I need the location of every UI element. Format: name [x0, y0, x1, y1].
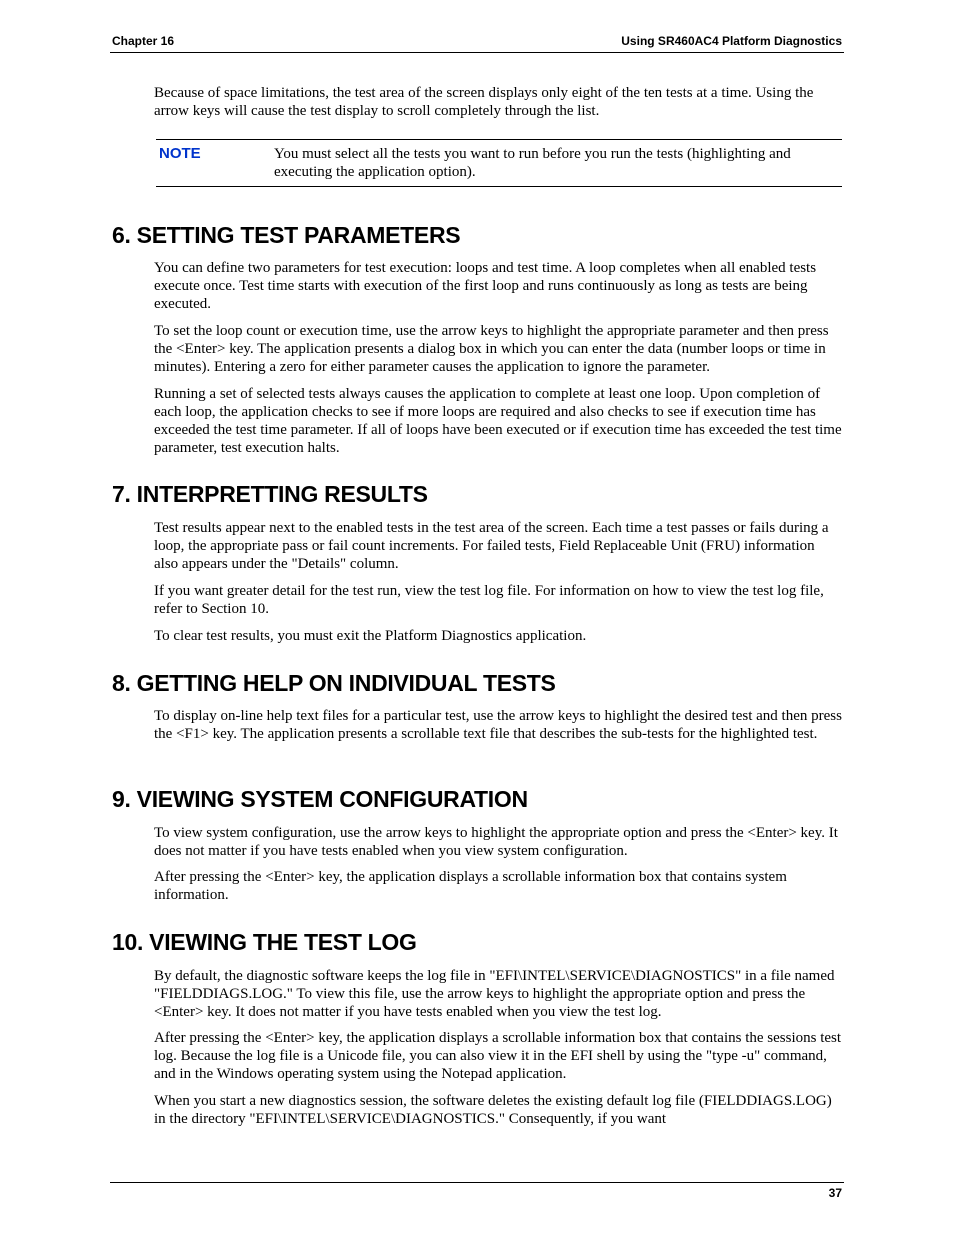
section-heading: 9. VIEWING SYSTEM CONFIGURATION — [112, 786, 528, 812]
header-chapter: Chapter 16 — [112, 34, 175, 48]
running-header — [110, 34, 844, 52]
paragraph: If you want greater detail for the test run, view the test log file. For information on how to view the test log file, refer to Section 10. — [154, 583, 824, 617]
paragraph: To display on-line help text files for a particular test, use the arrow keys to highlight the desired test and then press the <F1> key. The application presents a scrollable text file that describes the sub-tests for the highlighted test. — [154, 708, 842, 742]
paragraph: Running a set of selected tests always causes the application to complete at least one loop. Upon completion of each loop, the application checks to see if more loops are required and also checks to see if execution time has exceeded the test time parameter. If all of loops have been executed or if execution time has exceeded the test time parameter, test execution halts. — [154, 386, 842, 456]
paragraph: To set the loop count or execution time, use the arrow keys to highlight the appropriate parameter and then press the <Enter> key. The application presents a dialog box in which you can enter the data (number loops or time in minutes). Entering a zero for either parameter causes the application to ignore the parameter. — [154, 323, 829, 375]
header-rule — [110, 52, 844, 53]
paragraph: To view system configuration, use the arrow keys to highlight the appropriate option and press the <Enter> key. It does not matter if you have tests enabled when you view system configuration. — [154, 825, 838, 859]
paragraph: You can define two parameters for test execution: loops and test time. A loop completes when all enabled tests execute once. Test time starts with execution of the first loop and runs continuously as long as tests are being executed. — [154, 260, 817, 312]
section-heading: 10. VIEWING THE TEST LOG — [112, 929, 417, 955]
section-heading: 8. GETTING HELP ON INDIVIDUAL TESTS — [112, 670, 556, 696]
footer-rule — [110, 1182, 844, 1183]
paragraph: After pressing the <Enter> key, the application displays a scrollable information box that contains the sessions test log. Because the log file is a Unicode file, you can also view it in the EFI shell by using the "type -u" command, and in the Windows operating system using the Notepad application. — [154, 1030, 842, 1082]
intro-paragraph: Because of space limitations, the test area of the screen displays only eight of the ten tests at a time. Using the arrow keys will cause the test display to scroll completely through the list. — [154, 85, 814, 119]
section-heading: 7. INTERPRETTING RESULTS — [112, 481, 428, 507]
note-box — [156, 139, 842, 187]
paragraph: When you start a new diagnostics session, the software deletes the existing default log file (FIELDDIAGS.LOG) in the directory "EFI\INTEL\SERVICE\DIAGNOSTICS." Consequently, if you want — [154, 1093, 832, 1127]
header-title: Using SR460AC4 Platform Diagnostics — [621, 34, 842, 48]
paragraph: To clear test results, you must exit the Platform Diagnostics application. — [154, 628, 587, 644]
paragraph: By default, the diagnostic software keeps the log file in "EFI\INTEL\SERVICE\DIAGNOSTICS" in a file named "FIELDDIAGS.LOG." To view this file, use the arrow keys to highlight the appropriate option and press the <Enter> key. It does not matter if you have tests enabled when you view the test log. — [154, 968, 835, 1020]
note-text: You must select all the tests you want to run before you run the tests (highlighting and executing the application option). — [274, 146, 791, 180]
paragraph: After pressing the <Enter> key, the application displays a scrollable information box that contains system information. — [154, 869, 787, 903]
section-heading: 6. SETTING TEST PARAMETERS — [112, 222, 461, 248]
page-number: 37 — [828, 1186, 842, 1200]
paragraph: Test results appear next to the enabled tests in the test area of the screen. Each time a test passes or fails during a loop, the appropriate pass or fail count increments. For failed tests, Field Replaceable Unit (FRU) information also appears under the "Details" column. — [154, 520, 829, 572]
note-label: NOTE — [159, 145, 201, 162]
